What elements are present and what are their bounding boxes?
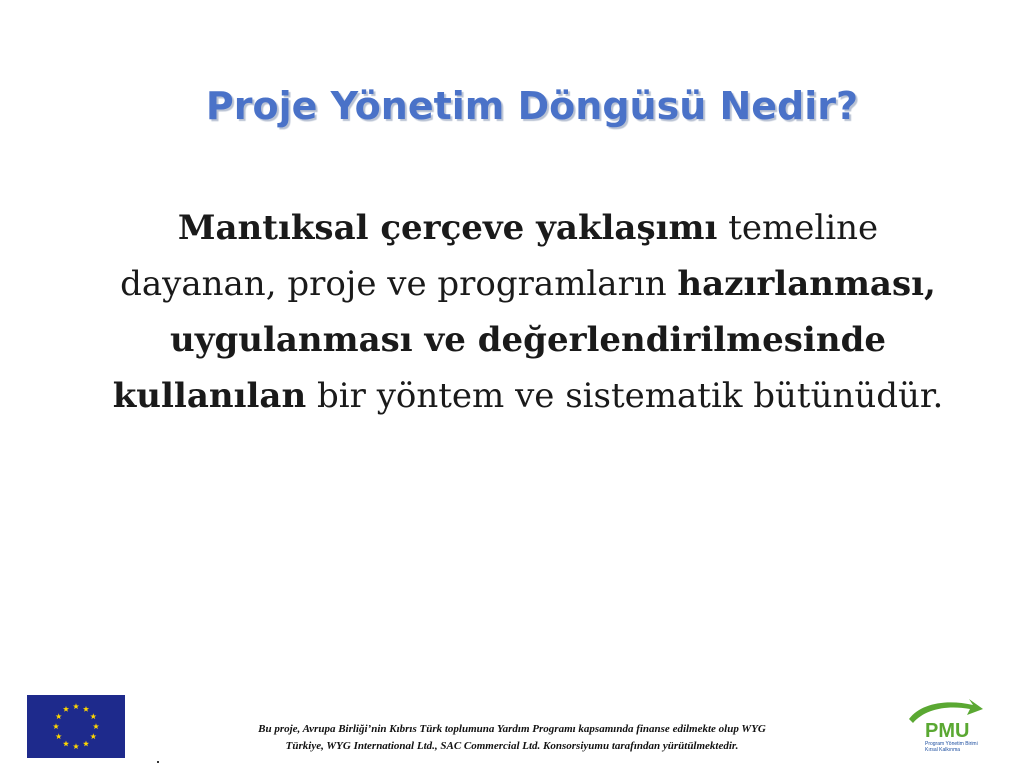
footer-dot	[157, 761, 159, 763]
eu-flag-icon	[27, 695, 125, 758]
footer-line-1: Bu proje, Avrupa Birliği’nin Kıbrıs Türk toplumuna Yardım Programı kapsamında finanse edilmekte olup WYG	[258, 723, 766, 735]
footer-text	[172, 721, 852, 755]
slide-body	[112, 200, 944, 424]
pmu-logo-icon	[903, 697, 989, 755]
body-text-2: bir yöntem ve sistematik bütünüdür.	[306, 376, 944, 416]
body-bold-phrase-2: hazırlanması, uygulanması ve değerlendirilmesinde kullanılan	[112, 264, 936, 416]
body-bold-phrase-1: Mantıksal çerçeve yaklaşımı	[177, 208, 718, 248]
pmu-logo-subtitle-2: Kırsal Kalkınma	[925, 747, 961, 753]
footer-line-2: Türkiye, WYG International Ltd., SAC Commercial Ltd. Konsorsiyumu tarafından yürütülmektedir.	[285, 740, 739, 752]
slide-title: Proje Yönetim Döngüsü Nedir?	[205, 84, 859, 128]
body-text-1: temeline dayanan, proje ve programların	[120, 208, 879, 304]
pmu-logo-subtitle-1: Program Yönetim Birimi	[925, 741, 978, 747]
pmu-logo-text: PMU	[925, 720, 970, 742]
